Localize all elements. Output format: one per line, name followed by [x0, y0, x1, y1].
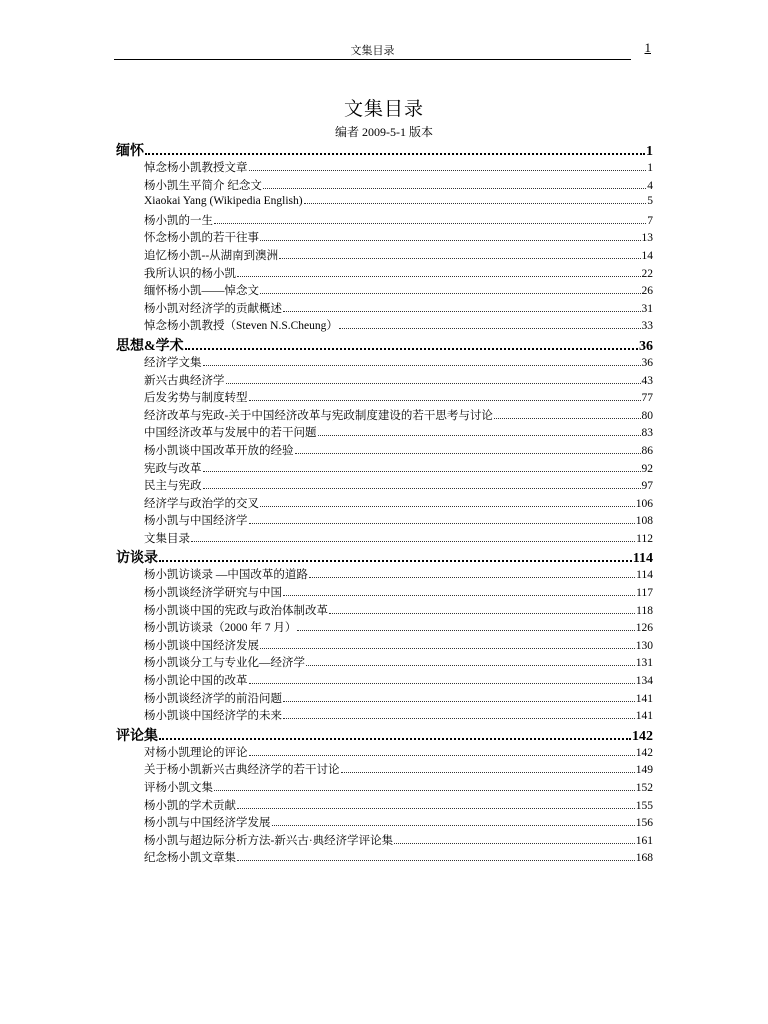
toc-page-number: 1 [647, 162, 653, 174]
toc-entry[interactable] [116, 637, 653, 655]
toc-dot-leader [329, 604, 635, 614]
toc-entry-text: 宪政与改革 [144, 462, 202, 475]
toc-dot-leader [272, 817, 635, 827]
toc-entry[interactable] [116, 282, 653, 300]
toc-dot-leader [249, 515, 635, 525]
toc-entry[interactable] [116, 407, 653, 425]
toc-entry-text: 纪念杨小凯文章集 [144, 852, 236, 865]
toc-entry-text: 我所认识的杨小凯 [144, 267, 236, 280]
toc-entry[interactable] [116, 317, 653, 335]
toc-entry-text: 对杨小凯理论的评论 [144, 746, 248, 759]
toc-entry-text: 民主与宪政 [144, 480, 202, 493]
toc-page-number: 1 [646, 144, 653, 159]
toc-entry-text: 文集目录 [144, 532, 190, 545]
toc-page-number: 134 [635, 675, 653, 688]
toc-entry[interactable] [116, 354, 653, 372]
toc-entry-text: 缅怀杨小凯——悼念文 [144, 285, 259, 298]
toc-entry-text: 悼念杨小凯教授文章 [144, 162, 248, 174]
toc-entry-text: 经济改革与宪政-关于中国经济改革与宪政制度建设的若干思考与讨论 [144, 409, 493, 422]
toc-entry-text: 悼念杨小凯教授（Steven N.S.Cheung） [144, 320, 338, 333]
page-header [114, 40, 651, 62]
toc-page-number: 36 [639, 338, 653, 354]
toc-page-number: 97 [641, 480, 653, 493]
toc-dot-leader [279, 249, 640, 259]
toc-entry-text: 经济学文集 [144, 356, 202, 369]
toc-dot-leader [214, 781, 635, 791]
toc-entry[interactable] [116, 814, 653, 832]
toc-page-number: 130 [635, 639, 653, 652]
toc-page-number: 13 [641, 232, 653, 245]
toc-entry[interactable] [116, 761, 653, 779]
toc-dot-leader [260, 232, 641, 242]
toc-entry[interactable] [116, 265, 653, 283]
toc-dot-leader [159, 550, 632, 563]
toc-page-number: 112 [636, 532, 653, 545]
toc-page-number: 142 [632, 728, 653, 744]
toc-entry-text: 杨小凯谈中国经济学的未来 [144, 710, 282, 723]
toc-entry[interactable] [116, 442, 653, 460]
toc-page-number: 156 [635, 817, 653, 830]
toc-page-number: 168 [635, 852, 653, 865]
toc-entry-text: 评论集 [116, 728, 158, 744]
toc-page-number: 131 [635, 657, 653, 670]
toc-entry-text: Xiaokai Yang (Wikipedia English) [144, 194, 303, 207]
toc-entry-text: 杨小凯与中国经济学发展 [144, 817, 271, 830]
toc-dot-leader [394, 834, 635, 844]
toc-dot-leader [297, 622, 634, 632]
header-title: 文集目录 [350, 45, 395, 57]
toc-entry[interactable] [116, 654, 653, 672]
toc-dot-leader [295, 444, 641, 454]
toc-entry[interactable] [116, 372, 653, 390]
toc-entry-text: 思想&学术 [116, 338, 184, 354]
toc-dot-leader [214, 214, 646, 224]
toc-section-heading[interactable] [116, 140, 653, 159]
toc-entry-text: 杨小凯与中国经济学 [144, 515, 248, 528]
toc-entry[interactable] [116, 779, 653, 797]
toc-dot-leader [304, 194, 647, 204]
toc-dot-leader [249, 161, 647, 171]
toc-page-number: 77 [641, 392, 653, 405]
toc-entry-text: 追忆杨小凯--从湖南到澳洲 [144, 249, 279, 262]
toc-dot-leader [318, 427, 641, 437]
toc-page-number: 43 [641, 374, 653, 387]
document-title: 文集目录 [343, 99, 424, 120]
toc-dot-leader [191, 532, 635, 542]
toc-entry[interactable] [116, 619, 653, 637]
toc-page-number: 5 [647, 194, 653, 207]
toc-entry[interactable] [116, 512, 653, 530]
toc-page-number: 31 [641, 302, 653, 315]
toc-page-number: 7 [647, 214, 653, 227]
toc-dot-leader [260, 285, 641, 295]
toc-entry-text: 评杨小凯文集 [144, 782, 213, 794]
toc-dot-leader [185, 337, 638, 350]
toc-dot-leader [341, 764, 635, 774]
toc-entry[interactable] [116, 602, 653, 620]
toc-dot-leader [237, 267, 641, 277]
toc-entry-text: 后发劣势与制度转型 [144, 392, 248, 405]
toc-entry[interactable] [116, 389, 653, 407]
table-of-contents [116, 140, 653, 867]
toc-page-number: 141 [635, 692, 653, 705]
toc-entry[interactable] [116, 707, 653, 725]
toc-entry[interactable] [116, 460, 653, 478]
toc-entry-text: 关于杨小凯新兴古典经济学的若干讨论 [144, 764, 340, 777]
toc-page-number: 161 [635, 834, 653, 847]
toc-entry[interactable] [116, 849, 653, 867]
toc-entry[interactable] [116, 247, 653, 265]
toc-page-number: 126 [635, 622, 653, 635]
toc-page-number: 108 [635, 515, 653, 528]
toc-page-number: 4 [647, 179, 653, 192]
toc-entry-text: 中国经济改革与发展中的若干问题 [144, 427, 317, 440]
toc-page-number: 142 [635, 746, 653, 759]
toc-entry[interactable] [116, 672, 653, 690]
toc-entry-text: 缅怀 [116, 144, 144, 159]
toc-page-number: 155 [635, 799, 653, 812]
document-subtitle: 编者 2009-5-1 版本 [335, 125, 433, 139]
toc-entry[interactable] [116, 797, 653, 815]
toc-dot-leader [283, 710, 635, 720]
toc-page-number: 36 [641, 356, 653, 369]
toc-entry[interactable] [116, 194, 653, 212]
header-rule [114, 59, 631, 60]
toc-dot-leader [203, 479, 641, 489]
toc-entry[interactable] [116, 477, 653, 495]
toc-entry-text: 经济学与政治学的交叉 [144, 497, 259, 510]
toc-entry-text: 杨小凯的一生 [144, 214, 213, 227]
toc-page-number: 80 [641, 409, 653, 422]
toc-entry[interactable] [116, 229, 653, 247]
toc-dot-leader [249, 674, 635, 684]
toc-entry[interactable] [116, 424, 653, 442]
toc-dot-leader [237, 799, 635, 809]
toc-entry[interactable] [116, 584, 653, 602]
toc-page-number: 149 [635, 764, 653, 777]
toc-section-heading[interactable] [116, 725, 653, 744]
toc-entry-text: 杨小凯访谈录（2000 年 7 月） [144, 622, 297, 635]
toc-entry-text: 杨小凯与超边际分析方法-新兴古·典经济学评论集 [144, 834, 394, 847]
toc-dot-leader [309, 569, 635, 579]
toc-page-number: 33 [641, 320, 653, 333]
toc-entry-text: 杨小凯谈分工与专业化—经济学 [144, 657, 305, 670]
toc-entry[interactable] [116, 495, 653, 513]
toc-entry[interactable] [116, 832, 653, 850]
toc-entry[interactable] [116, 177, 653, 195]
toc-page-number: 92 [641, 462, 653, 475]
toc-page-number: 141 [635, 710, 653, 723]
toc-entry-text: 杨小凯生平简介 纪念文 [144, 179, 262, 192]
toc-page-number: 114 [636, 569, 653, 582]
toc-dot-leader [203, 356, 641, 366]
toc-entry[interactable] [116, 566, 653, 584]
toc-dot-leader [237, 852, 635, 862]
toc-entry-text: 杨小凯对经济学的贡献概述 [144, 302, 282, 315]
toc-page-number: 26 [641, 285, 653, 298]
toc-dot-leader [306, 657, 635, 667]
toc-page-number: 118 [636, 604, 653, 617]
toc-entry[interactable] [116, 300, 653, 318]
toc-page-number: 86 [641, 444, 653, 457]
toc-entry[interactable] [116, 159, 653, 177]
toc-entry-text: 杨小凯访谈录 —中国改革的道路 [144, 569, 308, 582]
toc-section-heading[interactable] [116, 547, 653, 566]
toc-entry-text: 杨小凯谈中国经济发展 [144, 639, 259, 652]
toc-page-number: 117 [636, 587, 653, 600]
toc-page-number: 106 [635, 497, 653, 510]
toc-dot-leader [249, 746, 635, 756]
toc-entry-text: 杨小凯谈经济学的前沿问题 [144, 692, 282, 705]
toc-entry-text: 怀念杨小凯的若干往事 [144, 232, 259, 245]
toc-dot-leader [260, 639, 635, 649]
toc-page-number: 22 [641, 267, 653, 280]
toc-dot-leader [203, 462, 641, 472]
toc-entry[interactable] [116, 690, 653, 708]
toc-entry-text: 新兴古典经济学 [144, 374, 225, 387]
toc-entry-text: 访谈录 [116, 551, 158, 567]
toc-entry[interactable] [116, 530, 653, 548]
toc-dot-leader [159, 727, 631, 740]
toc-entry-text: 杨小凯的学术贡献 [144, 799, 236, 812]
toc-dot-leader [249, 392, 641, 402]
toc-dot-leader [226, 374, 641, 384]
toc-page-number: 83 [641, 427, 653, 440]
toc-dot-leader [283, 692, 635, 702]
toc-entry-text: 杨小凯谈经济学研究与中国 [144, 587, 282, 600]
toc-dot-leader [260, 497, 635, 507]
toc-dot-leader [145, 143, 645, 156]
toc-entry-text: 杨小凯论中国的改革 [144, 675, 248, 688]
toc-dot-leader [283, 302, 641, 312]
toc-dot-leader [283, 586, 635, 596]
toc-section-heading[interactable] [116, 335, 653, 354]
toc-entry[interactable] [116, 744, 653, 762]
toc-entry-text: 杨小凯谈中国改革开放的经验 [144, 444, 294, 457]
toc-dot-leader [263, 179, 646, 189]
toc-entry-text: 杨小凯谈中国的宪政与政治体制改革 [144, 604, 328, 617]
header-page-number: 1 [644, 40, 651, 55]
toc-entry[interactable] [116, 212, 653, 230]
toc-dot-leader [494, 409, 641, 419]
toc-page-number: 114 [632, 551, 653, 567]
toc-page-number: 152 [635, 782, 653, 794]
toc-dot-leader [339, 320, 641, 330]
toc-page-number: 14 [641, 249, 653, 262]
